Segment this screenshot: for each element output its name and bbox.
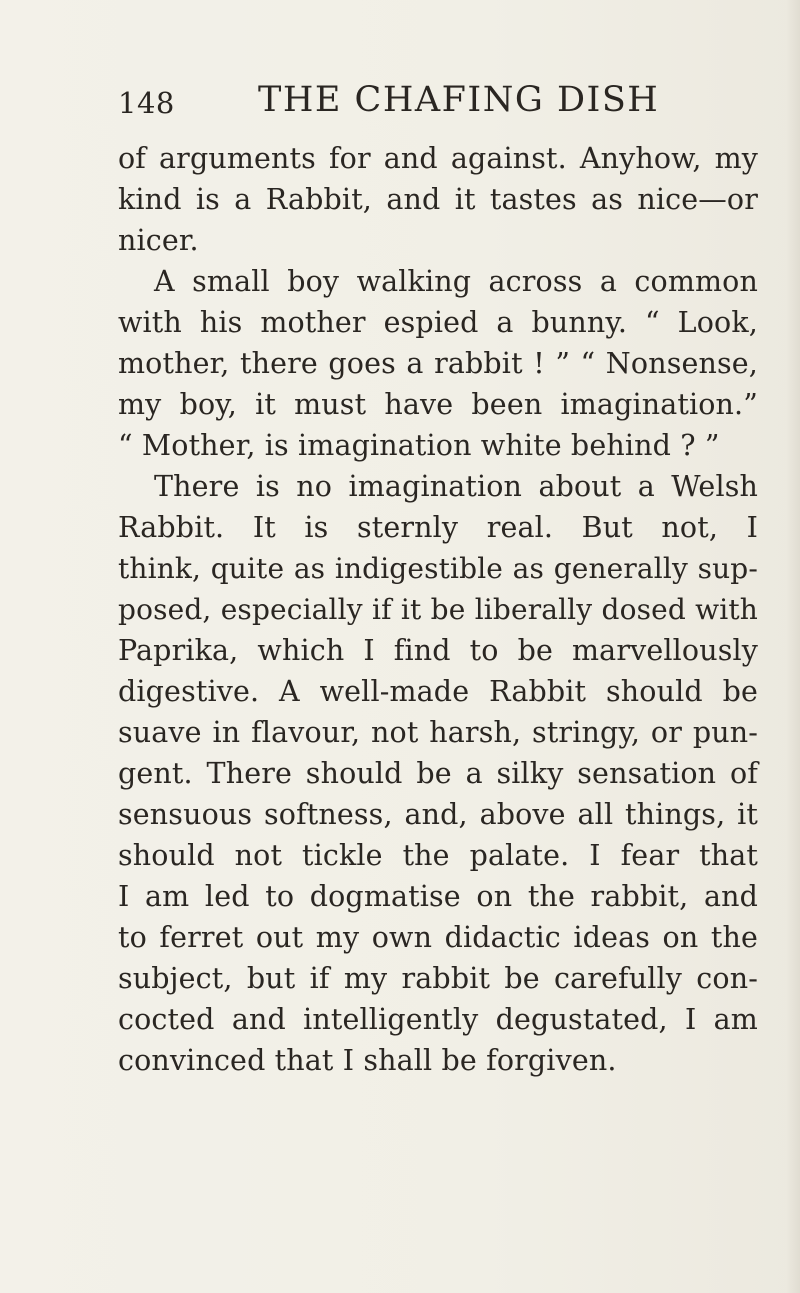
text-line: my boy, it must have been imagination.”: [118, 388, 758, 421]
text-line: sensuous softness, and, above all things, it: [118, 798, 758, 831]
page-number: 148: [118, 86, 175, 120]
paragraph-first-line: There is no imagination about a Welsh: [154, 470, 758, 503]
text-line: I am led to dogmatise on the rabbit, and: [118, 880, 758, 913]
text-line: mother, there goes a rabbit ! ” “ Nonsense,: [118, 347, 758, 380]
body-text: [118, 138, 758, 1081]
text-line: cocted and intelligently degustated, I am: [118, 1003, 758, 1036]
text-line: Rabbit. It is sternly real. But not, I: [118, 511, 758, 544]
text-line: of arguments for and against. Anyhow, my: [118, 142, 758, 175]
text-line: with his mother espied a bunny. “ Look,: [118, 306, 758, 339]
text-line: think, quite as indigestible as generally sup-: [118, 552, 758, 585]
text-line: posed, especially if it be liberally dosed with: [118, 593, 758, 626]
running-title: THE CHAFING DISH: [258, 80, 660, 120]
text-line: subject, but if my rabbit be carefully con-: [118, 962, 758, 995]
text-line: to ferret out my own didactic ideas on the: [118, 921, 758, 954]
text-line: should not tickle the palate. I fear that: [118, 839, 758, 872]
text-line: digestive. A well-made Rabbit should be: [118, 675, 758, 708]
text-line: suave in flavour, not harsh, stringy, or pun-: [118, 716, 758, 749]
text-line: Paprika, which I find to be marvellously: [118, 634, 758, 667]
text-line: convinced that I shall be forgiven.: [118, 1044, 617, 1077]
page-edge-shadow: [786, 0, 800, 1293]
text-line: kind is a Rabbit, and it tastes as nice—or: [118, 183, 758, 216]
running-head: [118, 80, 738, 130]
text-line: gent. There should be a silky sensation of: [118, 757, 758, 790]
paragraph-first-line: A small boy walking across a common: [154, 265, 758, 298]
text-line: “ Mother, is imagination white behind ? ”: [118, 429, 720, 462]
text-line: nicer.: [118, 224, 199, 257]
